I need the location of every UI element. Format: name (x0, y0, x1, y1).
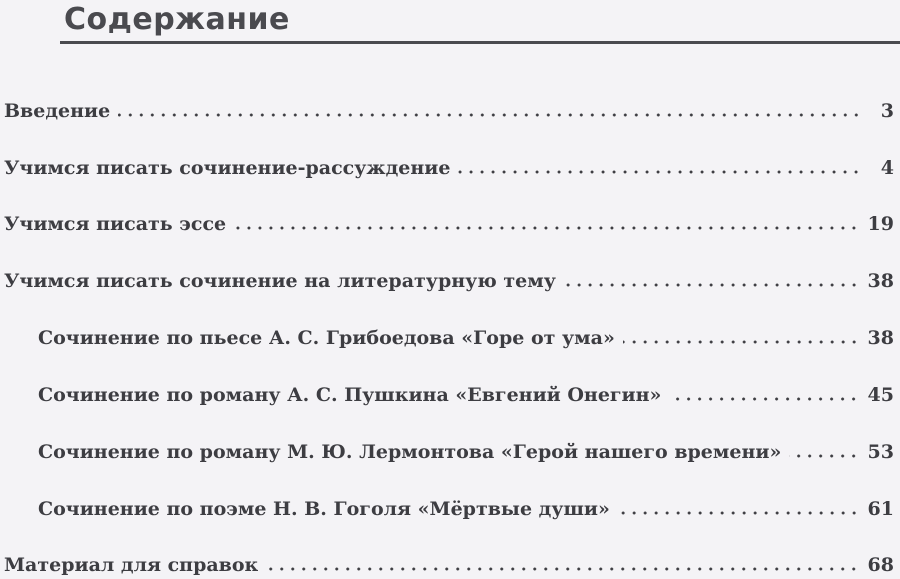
toc-entry-pushkin[interactable] (38, 376, 894, 406)
toc-entry-lermontov[interactable] (38, 433, 894, 463)
dot-leader (618, 511, 860, 515)
toc-entry-page: 61 (867, 498, 894, 520)
toc-entry-title: Учимся писать сочинение на литературную тему (4, 270, 556, 292)
toc-entry-title: Сочинение по пьесе А. С. Грибоедова «Горе от ума» (38, 327, 615, 349)
toc-entry-title: Сочинение по поэме Н. В. Гоголя «Мёртвые души» (38, 498, 610, 520)
dot-leader (623, 340, 860, 344)
dot-leader (564, 283, 860, 287)
dot-leader (458, 170, 862, 174)
dot-leader (669, 397, 859, 401)
toc-entry-page: 4 (880, 157, 894, 179)
title-divider (60, 41, 900, 44)
toc-entry-title: Материал для справок (4, 554, 259, 576)
toc-entry-introduction[interactable] (4, 92, 894, 122)
toc-entry-page: 68 (867, 554, 894, 576)
toc-entry-page: 53 (867, 441, 894, 463)
toc-entry-title: Учимся писать сочинение-рассуждение (4, 157, 451, 179)
toc-entry-reasoning-essay[interactable] (4, 149, 894, 179)
toc-entry-title: Введение (4, 100, 111, 122)
dot-leader (118, 113, 862, 117)
toc-entry-gogol[interactable] (38, 490, 894, 520)
toc-entry-page: 3 (880, 100, 894, 122)
toc-entry-page: 19 (867, 213, 894, 235)
dot-leader (234, 226, 859, 230)
toc-entry-title: Учимся писать эссе (4, 213, 227, 235)
toc-entry-page: 38 (867, 270, 894, 292)
toc-entry-title: Сочинение по роману А. С. Пушкина «Евгений Онегин» (38, 384, 662, 406)
toc-entry-page: 38 (867, 327, 894, 349)
toc-entry-page: 45 (867, 384, 894, 406)
dot-leader (266, 567, 859, 571)
toc-entry-essay[interactable] (4, 205, 894, 235)
toc-entry-title: Сочинение по роману М. Ю. Лермонтова «Герой нашего времени» (38, 441, 782, 463)
dot-leader (789, 454, 859, 458)
page-title: Содержание (64, 2, 290, 37)
toc-entry-literary-essay[interactable] (4, 262, 894, 292)
toc-entry-reference-material[interactable] (4, 546, 894, 576)
toc-entry-griboedov[interactable] (38, 319, 894, 349)
